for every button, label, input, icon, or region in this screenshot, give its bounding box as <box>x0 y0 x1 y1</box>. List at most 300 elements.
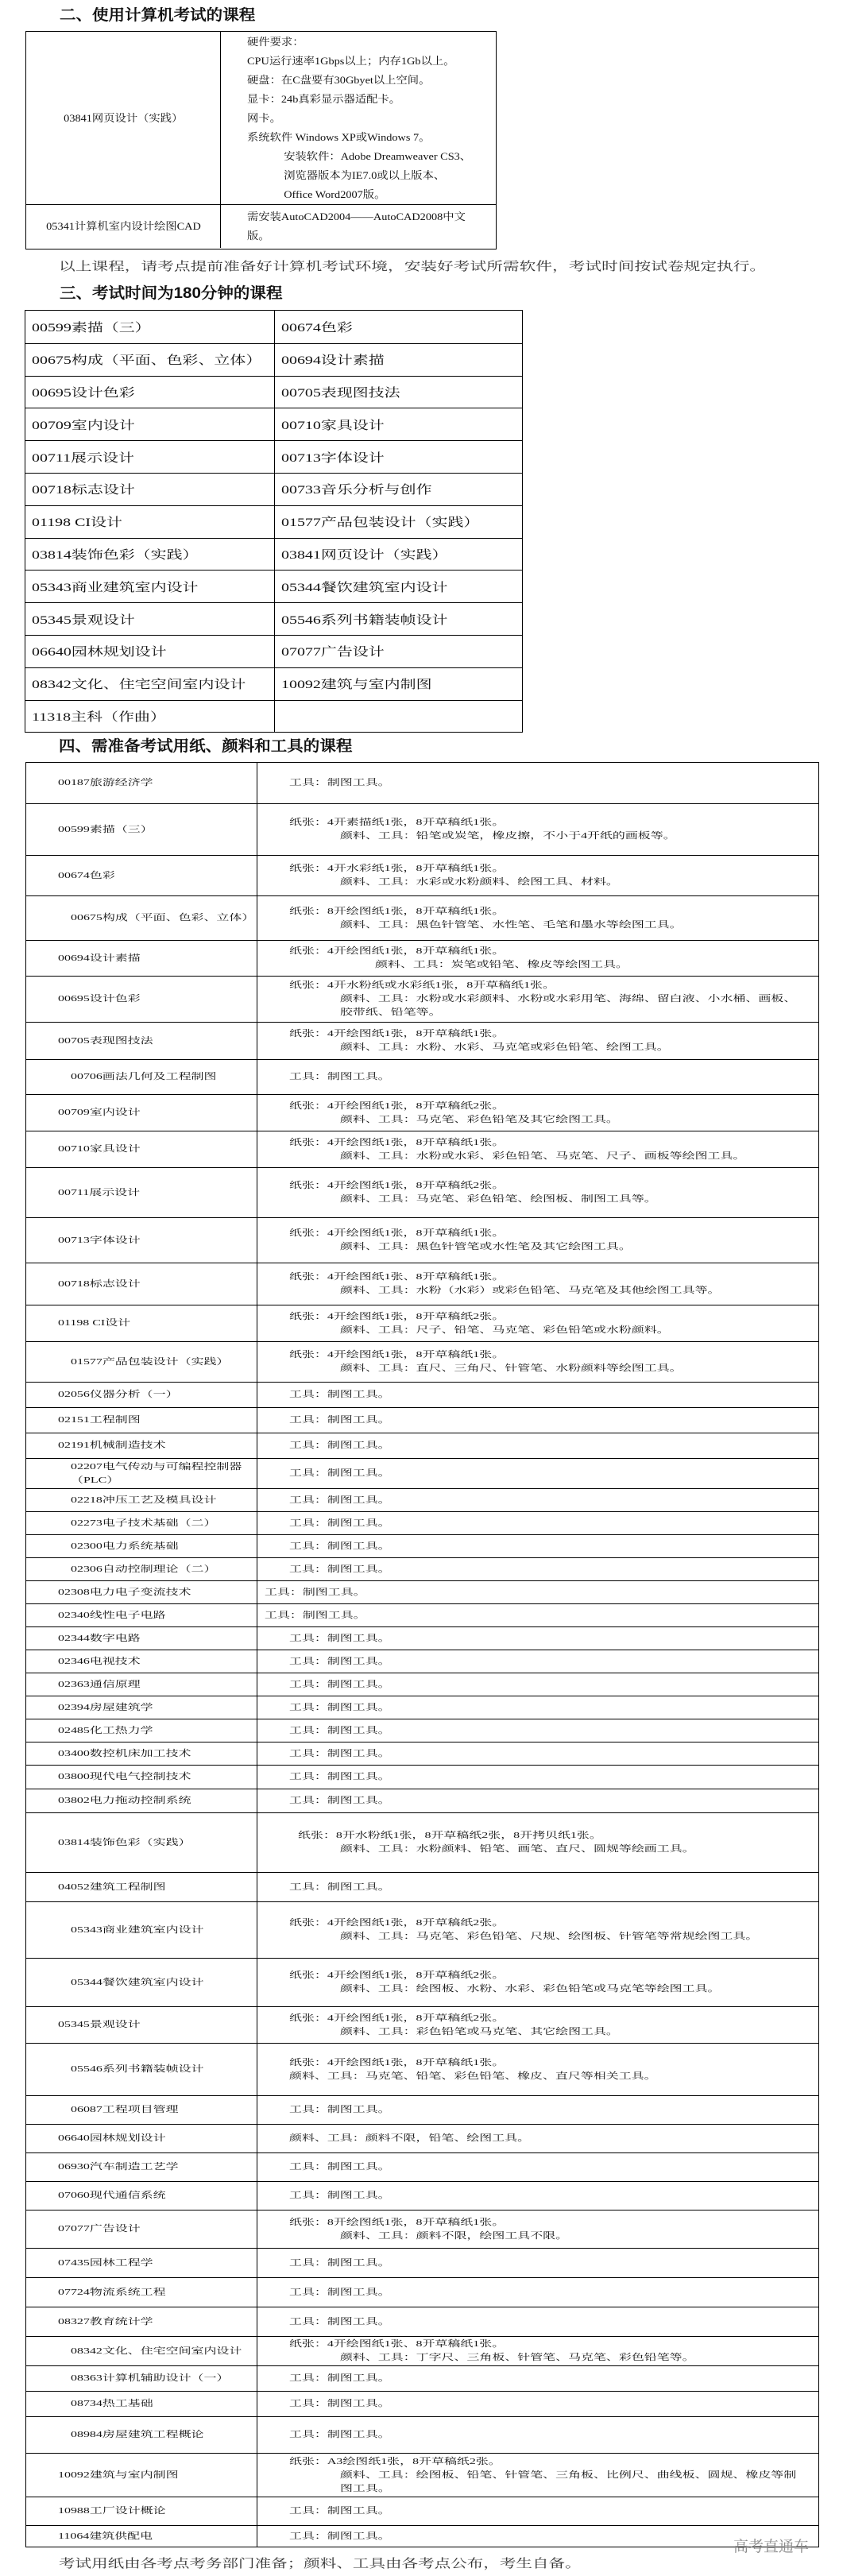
table-row <box>26 2006 818 2043</box>
course-cell <box>25 668 275 700</box>
material-line: 工具：制图工具。 <box>289 1518 391 1528</box>
course-cell <box>275 344 523 376</box>
materials-cell <box>257 2307 818 2336</box>
course-name: 00711展示设计 <box>32 451 134 465</box>
section4-title: 四、需准备考试用纸、颜料和工具的课程 <box>59 738 353 755</box>
materials-cell <box>257 1023 818 1059</box>
material-line: 纸张：4开水彩纸1张，8开草稿纸1张。 <box>289 864 505 873</box>
180min-course-table <box>25 310 523 733</box>
course-name: 05345景观设计 <box>58 2020 141 2029</box>
course-wrap <box>58 2469 253 2482</box>
course-cell <box>25 636 275 667</box>
course-name: 07060现代通信系统 <box>58 2191 166 2200</box>
course-name: 01577产品包装设计（实践） <box>71 1356 230 1367</box>
table-row <box>25 667 522 700</box>
materials-cell <box>257 2249 818 2277</box>
requirement-line: 硬件要求： <box>247 35 304 48</box>
course-name: 00710家具设计 <box>280 419 385 432</box>
course-cell <box>26 1512 257 1534</box>
materials-cell <box>257 763 818 803</box>
materials-text <box>289 2056 809 2083</box>
materials-text <box>265 1609 809 1623</box>
materials-cell <box>257 896 818 940</box>
table-row <box>26 2152 818 2181</box>
materials-cell <box>257 1789 818 1812</box>
materials-cell <box>257 1902 818 1958</box>
table-row <box>26 2277 818 2307</box>
requirement-line: 系统软件 Windows XP或Windows 7。 <box>247 130 431 143</box>
materials-text <box>289 979 809 1019</box>
materials-cell <box>257 1263 818 1305</box>
course-cell <box>26 2526 257 2547</box>
course-name: 00706画法几何及工程制图 <box>71 1072 217 1081</box>
table-row <box>26 2497 818 2525</box>
table-row <box>26 2365 818 2391</box>
material-line: 工具：制图工具。 <box>289 1796 391 1805</box>
course-name: 00733音乐分析与创作 <box>280 484 432 497</box>
course-name: 03814装饰色彩（实践） <box>32 548 199 562</box>
materials-cell <box>257 1581 818 1603</box>
materials-text <box>289 1100 809 1127</box>
material-line: 工具：制图工具。 <box>289 1441 391 1450</box>
table-row <box>26 2307 818 2336</box>
material-line: 颜料、工具：马克笔、铅笔、彩色铅笔、橡皮、直尺等相关工具。 <box>289 2071 657 2081</box>
table-row <box>26 2095 818 2124</box>
course-wrap <box>58 1439 253 1452</box>
material-line: 工具：制图工具。 <box>289 2399 391 2408</box>
material-line: 工具：制图工具。 <box>289 2287 391 2297</box>
requirements-text <box>247 33 476 204</box>
materials-cell <box>257 1383 818 1407</box>
materials-text <box>289 2132 809 2145</box>
material-line: 工具：制图工具。 <box>289 2191 391 2200</box>
course-cell <box>26 1673 257 1696</box>
course-name: 00695设计色彩 <box>32 386 135 400</box>
course-cell <box>26 1627 257 1650</box>
course-wrap <box>71 1540 253 1553</box>
table-row <box>25 505 522 538</box>
materials-text <box>289 1881 809 1894</box>
material-line: 纸张：4开绘图纸1张、8开草稿纸1张。 <box>289 1272 505 1282</box>
course-wrap <box>58 992 253 1006</box>
materials-text <box>289 1310 809 1337</box>
material-line: 工具：制图工具。 <box>289 1748 391 1758</box>
course-cell <box>25 474 275 505</box>
table-row <box>25 408 522 440</box>
course-name: 02485化工热力学 <box>58 1725 153 1735</box>
materials-cell <box>257 1408 818 1433</box>
course-wrap <box>58 1414 253 1427</box>
course-name: 00710家具设计 <box>58 1144 141 1154</box>
course-cell <box>26 1650 257 1673</box>
course-cell <box>26 2007 257 2043</box>
table-row <box>26 1022 818 1059</box>
course-name: 00713字体设计 <box>58 1235 141 1245</box>
material-line: 工具：制图工具。 <box>289 1772 391 1781</box>
course-cell <box>275 603 523 635</box>
material-line: 颜料、工具：绘图板、铅笔、针管笔、三角板、比例尺、曲线板、圆规、橡皮等制图工具。 <box>339 2470 797 2493</box>
requirement-line: 需安装AutoCAD2004——AutoCAD2008中文版。 <box>247 211 466 242</box>
course-cell <box>26 1766 257 1789</box>
table-row <box>26 1131 818 1167</box>
material-line: 颜料、工具：水粉或水彩颜料、水粉或水彩用笔、海绵、留白液、小水桶、画板、胶带纸、铅笔等。 <box>339 994 797 1017</box>
materials-text <box>289 1494 809 1507</box>
course-cell <box>26 1719 257 1742</box>
footer-note: 考试用纸由各考点考务部门准备；颜料、工具由各考点公布，考生自备。 <box>59 2558 582 2570</box>
course-name: 07435园林工程学 <box>58 2257 153 2268</box>
table-row <box>26 2248 818 2277</box>
course-wrap <box>58 1836 253 1850</box>
course-name: 02363通信原理 <box>58 1679 141 1689</box>
course-cell <box>275 377 523 408</box>
table-row <box>25 440 522 473</box>
materials-text <box>289 2428 809 2442</box>
course-name: 00674色彩 <box>280 321 353 335</box>
material-line: 纸张：A3绘图纸1张，8开草稿纸2张。 <box>289 2456 501 2466</box>
table-row <box>26 1511 818 1534</box>
course-name: 00694设计素描 <box>58 953 141 963</box>
table-row <box>26 855 818 895</box>
course-name: 02056仪器分析（一） <box>58 1390 179 1399</box>
table-row <box>25 311 522 343</box>
course-cell <box>26 2278 257 2307</box>
materials-text <box>289 2216 809 2243</box>
materials-cell <box>257 1168 818 1217</box>
course-wrap <box>58 1747 253 1761</box>
table-row <box>26 1382 818 1407</box>
material-line: 颜料、工具：水粉颜料、铅笔、画笔、直尺、圆规等绘画工具。 <box>339 1844 695 1854</box>
course-wrap <box>58 2189 253 2203</box>
course-cell <box>26 1489 257 1511</box>
materials-cell <box>257 1433 818 1458</box>
table-row <box>25 635 522 667</box>
material-line: 纸张：4开素描纸1张，8开草稿纸1张。 <box>289 818 505 827</box>
table-row <box>26 1167 818 1217</box>
course-name: 02218冲压工艺及模具设计 <box>71 1495 217 1505</box>
course-name: 00709室内设计 <box>58 1108 141 1117</box>
material-line: 颜料、工具：直尺、三角尺、针管笔、水粉颜料等绘图工具。 <box>339 1363 683 1373</box>
materials-cell <box>257 2454 818 2497</box>
course-wrap <box>71 1924 253 1937</box>
course-cell <box>26 2096 257 2124</box>
course-cell <box>25 571 275 602</box>
course-cell <box>25 377 275 408</box>
table-row <box>26 1719 818 1742</box>
course-name: 06087工程项目管理 <box>71 2105 179 2114</box>
course-name: 10092建筑与室内制图 <box>58 2470 179 2480</box>
course-wrap <box>58 2286 253 2299</box>
course-wrap <box>58 1388 253 1402</box>
materials-text <box>289 2372 809 2385</box>
course-cell <box>26 1604 257 1626</box>
materials-text <box>289 1517 809 1530</box>
materials-text <box>289 1467 809 1480</box>
materials-cell <box>257 2278 818 2307</box>
course-cell <box>26 763 257 803</box>
course-wrap <box>58 2530 253 2543</box>
material-line: 颜料、工具：马克笔、彩色铅笔、绘图板、制图工具等。 <box>339 1194 657 1204</box>
course-wrap <box>71 911 253 925</box>
course-cell <box>26 1342 257 1382</box>
materials-cell <box>257 2417 818 2453</box>
course-wrap <box>58 1655 253 1669</box>
table-row <box>26 2453 818 2497</box>
material-line: 颜料、工具：颜料不限，铅笔、绘图工具。 <box>289 2133 531 2143</box>
materials-text <box>289 2455 809 2496</box>
material-line: 工具：制图工具。 <box>289 1633 391 1643</box>
materials-cell <box>257 1558 818 1580</box>
table-row <box>26 1958 818 2006</box>
table-row <box>26 1872 818 1901</box>
course-cell <box>26 1095 257 1131</box>
course-name: 11318主科（作曲） <box>32 710 166 724</box>
material-line: 工具：制图工具。 <box>289 1468 391 1478</box>
materials-table <box>25 762 819 2547</box>
course-cell <box>26 2249 257 2277</box>
materials-cell <box>257 1766 818 1789</box>
course-name: 05343商业建筑室内设计 <box>32 581 199 594</box>
course-cell <box>26 2366 257 2391</box>
table-row <box>26 1458 818 1488</box>
materials-text <box>289 1540 809 1553</box>
material-line: 纸张：4开绘图纸1张，8开草稿纸1张。 <box>289 1350 505 1360</box>
course-cell <box>26 1060 257 1094</box>
course-name: 00675构成（平面、色彩、立体） <box>32 354 262 368</box>
material-line: 工具：制图工具。 <box>289 1882 391 1892</box>
material-line: 工具：制图工具。 <box>289 2531 391 2541</box>
course-cell <box>26 1408 257 1433</box>
course-cell <box>26 2417 257 2453</box>
material-line: 工具：制图工具。 <box>289 1656 391 1666</box>
course-cell <box>26 2497 257 2525</box>
course-name: 02308电力电子变流技术 <box>58 1587 191 1597</box>
course-cell <box>275 311 523 343</box>
material-line: 颜料、工具：水粉、水彩、马克笔或彩色铅笔、绘图工具。 <box>339 1042 670 1052</box>
table-row <box>26 1696 818 1719</box>
computer-exam-table <box>25 31 497 249</box>
materials-text <box>289 2012 809 2039</box>
table-row <box>26 1488 818 1511</box>
course-name: 08984房屋建筑工程概论 <box>71 2430 204 2439</box>
course-cell <box>275 571 523 602</box>
material-line: 工具：制图工具。 <box>289 2430 391 2439</box>
requirement-line: 浏览器版本为IE7.0或以上版本、 <box>284 168 446 181</box>
material-line: 颜料、工具：炭笔或铅笔、橡皮等绘图工具。 <box>374 960 628 969</box>
course-name: 11064建筑供配电 <box>58 2531 153 2541</box>
materials-cell <box>257 1627 818 1650</box>
course-name: 00705表现图技法 <box>280 386 400 400</box>
course-name: 08327教育统计学 <box>58 2316 153 2327</box>
table-row <box>26 1534 818 1557</box>
course-name: 00718标志设计 <box>58 1278 141 1289</box>
course-wrap <box>71 2428 253 2442</box>
materials-text <box>289 2103 809 2117</box>
course-wrap <box>58 1770 253 1784</box>
course-cell <box>25 701 275 733</box>
materials-text <box>289 1770 809 1784</box>
materials-text <box>289 1070 809 1084</box>
course-wrap <box>71 1356 253 1369</box>
table-row <box>26 1407 818 1433</box>
table-row <box>26 895 818 940</box>
materials-text <box>265 1586 809 1599</box>
table-row <box>26 803 818 855</box>
course-cell <box>26 1459 257 1488</box>
material-line: 颜料、工具：颜料不限，绘图工具不限。 <box>339 2230 569 2241</box>
table-row <box>26 1305 818 1341</box>
table-row <box>25 602 522 635</box>
course-cell <box>26 977 257 1022</box>
course-wrap <box>58 1278 253 1291</box>
course-cell <box>26 1696 257 1719</box>
course-cell <box>26 1433 257 1458</box>
material-line: 纸张：4开绘图纸1张，8开草稿纸2张。 <box>289 1181 505 1190</box>
material-line: 工具：制图工具。 <box>265 1587 366 1597</box>
course-wrap <box>58 2315 253 2329</box>
materials-cell <box>257 1673 818 1696</box>
material-line: 工具：制图工具。 <box>289 1072 391 1081</box>
section2-title: 二、使用计算机考试的课程 <box>60 7 256 24</box>
course-wrap <box>71 1976 253 1990</box>
course-cell <box>26 2125 257 2152</box>
material-line: 颜料、工具：黑色针管笔或水性笔及其它绘图工具。 <box>339 1242 632 1251</box>
table-row <box>26 2181 818 2210</box>
materials-cell <box>257 2210 818 2248</box>
course-cell <box>26 2044 257 2095</box>
materials-text <box>289 2504 809 2518</box>
materials-cell <box>257 2392 818 2416</box>
table-row <box>25 473 522 505</box>
course-name: 00599素描（三） <box>32 321 151 335</box>
course-name: 05341计算机室内设计绘图CAD <box>45 220 201 232</box>
table-row <box>26 763 818 803</box>
material-line: 工具：制图工具。 <box>289 1415 391 1425</box>
course-cell <box>25 441 275 473</box>
material-line: 颜料、工具：铅笔或炭笔，橡皮擦，不小于4开纸的画板等。 <box>339 831 676 841</box>
requirements-text <box>247 207 476 246</box>
course-cell <box>275 474 523 505</box>
materials-cell <box>257 1813 818 1872</box>
materials-cell <box>257 977 818 1022</box>
materials-text <box>298 1829 809 1856</box>
course-wrap <box>71 2397 253 2411</box>
course-name: 01198 CI设计 <box>58 1318 131 1328</box>
course-cell <box>26 2454 257 2497</box>
material-line: 纸张：4开水粉纸或水彩纸1张，8开草稿纸1张。 <box>289 981 555 990</box>
course-name: 00711展示设计 <box>58 1187 141 1197</box>
course-wrap <box>71 2345 253 2358</box>
course-cell <box>26 2337 257 2365</box>
course-cell <box>26 804 257 855</box>
materials-text <box>289 1179 809 1206</box>
material-line: 工具：制图工具。 <box>289 778 391 787</box>
course-name: 02300电力系统基础 <box>71 1541 179 1551</box>
course-wrap <box>58 2018 253 2032</box>
materials-text <box>289 945 809 972</box>
course-name: 05344餐饮建筑室内设计 <box>280 581 447 594</box>
course-cell <box>26 896 257 940</box>
table-row <box>26 2391 818 2416</box>
course-cell <box>26 1218 257 1263</box>
materials-cell <box>257 1604 818 1626</box>
materials-text <box>289 1701 809 1715</box>
materials-cell <box>257 1218 818 1263</box>
course-cell <box>275 668 523 700</box>
course-cell <box>26 1023 257 1059</box>
course-wrap <box>58 1106 253 1120</box>
course-name: 03800现代电气控制技术 <box>58 1772 191 1781</box>
course-name: 05344餐饮建筑室内设计 <box>71 1977 204 1987</box>
material-line: 纸张：4开绘图纸1张，8开草稿纸1张。 <box>289 946 505 956</box>
material-line: 纸张：4开绘图纸1张，8开草稿纸1张。 <box>289 1137 505 1147</box>
course-cell <box>25 603 275 635</box>
course-cell <box>275 441 523 473</box>
course-cell <box>26 1742 257 1765</box>
materials-cell <box>257 941 818 976</box>
course-wrap <box>58 2222 253 2236</box>
material-line: 工具：制图工具。 <box>289 1702 391 1712</box>
material-line: 纸张：4开绘图纸1张，8开草稿纸2张。 <box>289 1311 505 1321</box>
materials-text <box>289 1724 809 1738</box>
material-line: 颜料、工具：绘图板、水粉、水彩、彩色铅笔或马克笔等绘图工具。 <box>339 1984 721 1994</box>
table-row <box>26 1650 818 1673</box>
material-line: 纸张：4开绘图纸1张，8开草稿纸2张。 <box>289 1100 505 1111</box>
course-cell <box>26 1959 257 2006</box>
material-line: 颜料、工具：水粉或水彩、彩色铅笔、马克笔、尺子、画板等绘图工具。 <box>339 1151 746 1161</box>
materials-cell <box>257 2125 818 2152</box>
course-cell <box>26 1873 257 1901</box>
course-wrap <box>58 2160 253 2174</box>
materials-text <box>289 2286 809 2299</box>
materials-cell <box>257 1060 818 1094</box>
materials-cell <box>257 2153 818 2181</box>
course-cell <box>26 856 257 895</box>
course-cell <box>26 941 257 976</box>
course-wrap <box>58 1234 253 1247</box>
course-name: 02346电视技术 <box>58 1656 141 1666</box>
course-wrap <box>58 1881 253 1894</box>
material-line: 工具：制图工具。 <box>289 2316 391 2327</box>
materials-cell <box>257 2366 818 2391</box>
course-name: 02344数字电路 <box>58 1633 141 1643</box>
course-wrap <box>58 823 253 837</box>
course-wrap <box>58 1724 253 1738</box>
course-name: 00709室内设计 <box>32 419 135 432</box>
course-cell <box>26 1789 257 1812</box>
table-row <box>26 1901 818 1958</box>
material-line: 工具：制图工具。 <box>289 2373 391 2383</box>
course-name: 06640园林规划设计 <box>58 2133 166 2143</box>
materials-text <box>289 2530 809 2543</box>
course-name: 02306自动控制理论（二） <box>71 1564 217 1574</box>
course-name: 00718标志设计 <box>32 484 135 497</box>
material-line: 颜料、工具：水彩或水粉颜料、绘图工具、材料。 <box>339 877 619 887</box>
course-name: 03802电力拖动控制系统 <box>58 1796 191 1805</box>
course-wrap <box>58 1143 253 1156</box>
table-row <box>25 376 522 408</box>
course-cell <box>26 2392 257 2416</box>
materials-cell <box>257 804 818 855</box>
table-row <box>26 1812 818 1872</box>
material-line: 工具：制图工具。 <box>289 2162 391 2172</box>
course-wrap <box>58 2257 253 2270</box>
course-cell <box>25 311 275 343</box>
table-row <box>26 2210 818 2248</box>
materials-text <box>289 1678 809 1692</box>
materials-text <box>289 1632 809 1646</box>
course-name: 01577产品包装设计（实践） <box>280 516 479 530</box>
requirements-cell <box>221 205 496 248</box>
